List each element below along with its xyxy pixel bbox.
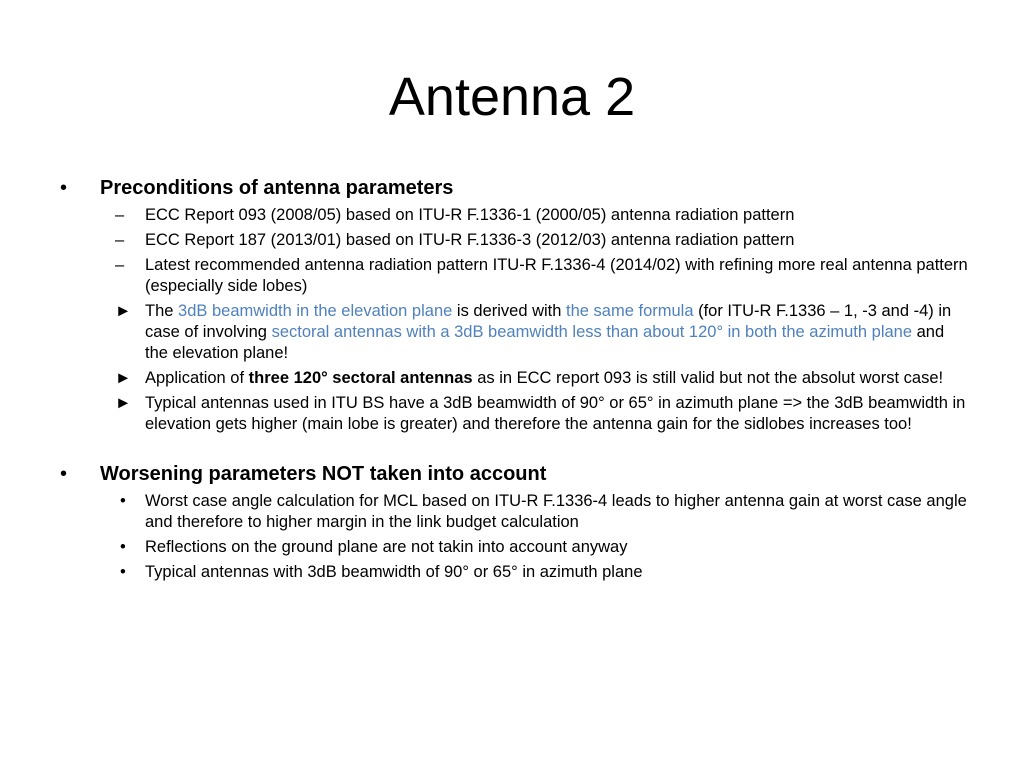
text-run: (for ITU-R F.1336 – 1, -3 and -4) in case of involving: [145, 302, 952, 341]
list-item: [60, 255, 970, 297]
dash-marker: –: [115, 206, 125, 224]
arrow-marker: ►: [115, 302, 132, 320]
bullet-marker: •: [120, 538, 126, 556]
text-run: and the elevation plane!: [145, 323, 945, 362]
section-heading-text: Worsening parameters NOT taken into account: [100, 463, 547, 485]
list-item-text: Reflections on the ground plane are not takin into account anyway: [145, 538, 628, 556]
list-item: [60, 491, 970, 533]
list-item: [60, 230, 970, 251]
arrow-item-text: [145, 302, 951, 362]
arrow-item: [60, 368, 970, 389]
section-heading-preconditions: [60, 175, 970, 201]
list-item-text: ECC Report 093 (2008/05) based on ITU-R F.1336-1 (2000/05) antenna radiation pattern: [145, 206, 795, 224]
section-heading-text: Preconditions of antenna parameters: [100, 177, 454, 199]
list-item: [60, 562, 970, 583]
slide-title: Antenna 2: [388, 67, 636, 127]
arrow-marker: ►: [115, 369, 132, 387]
bold-text: three 120° sectoral antennas: [248, 369, 473, 387]
list-item-text: Typical antennas with 3dB beamwidth of 90° or 65° in azimuth plane: [145, 563, 643, 581]
bullet-marker: •: [120, 563, 126, 581]
text-run: as in ECC report 093 is still valid but not the absolut worst case!: [472, 369, 944, 387]
list-item-text: ECC Report 187 (2013/01) based on ITU-R F.1336-3 (2012/03) antenna radiation pattern: [145, 231, 795, 249]
text-run: is derived with: [452, 302, 567, 320]
arrow-item-text: Typical antennas used in ITU BS have a 3dB beamwidth of 90° or 65° in azimuth plane => the 3dB beamwidth in elevation gets higher (main lobe is greater) and therefore the antenna gain for the sidlobes increases too!: [145, 394, 966, 433]
highlight-text: sectoral antennas with a 3dB beamwidth less than about 120° in both the azimuth plane: [271, 323, 913, 341]
arrow-item: [60, 393, 970, 435]
highlight-text: 3dB beamwidth in the elevation plane: [178, 302, 453, 320]
text-run: Application of: [145, 369, 249, 387]
list-item-text: Worst case angle calculation for MCL based on ITU-R F.1336-4 leads to higher antenna gain at worst case angle and therefore to higher margin in the link budget calculation: [145, 492, 967, 531]
list-item: [60, 537, 970, 558]
arrow-item-text: [145, 369, 943, 387]
bullet-marker: •: [60, 177, 68, 199]
dash-marker: –: [115, 256, 125, 274]
arrow-item: [60, 301, 970, 364]
arrow-marker: ►: [115, 394, 132, 412]
slide-content: [60, 175, 970, 587]
list-item-text: Latest recommended antenna radiation pattern ITU-R F.1336-4 (2014/02) with refining more real antenna pattern (especially side lobes): [145, 256, 968, 295]
spacer: [60, 439, 970, 461]
bullet-marker: •: [120, 492, 126, 510]
highlight-text: the same formula: [566, 302, 694, 320]
dash-marker: –: [115, 231, 125, 249]
section-heading-worsening: [60, 461, 970, 487]
text-run: The: [145, 302, 179, 320]
bullet-marker: •: [60, 463, 68, 485]
list-item: [60, 205, 970, 226]
